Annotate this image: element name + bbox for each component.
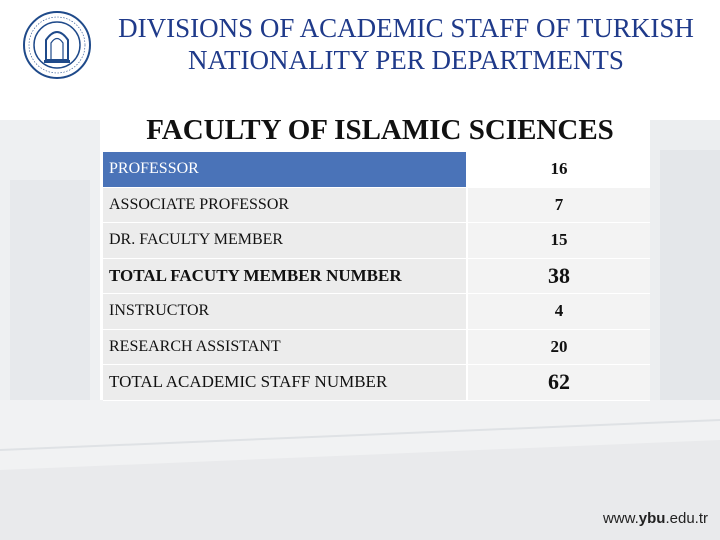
- page-title-line1: DIVISIONS OF ACADEMIC STAFF OF TURKISH: [118, 13, 694, 43]
- table-row: [103, 294, 650, 330]
- table-row: [103, 152, 650, 187]
- faculty-title: FACULTY OF ISLAMIC SCIENCES: [146, 114, 614, 146]
- row-value: 38: [467, 258, 650, 294]
- page-title: [92, 12, 720, 76]
- row-label: TOTAL FACUTY MEMBER NUMBER: [103, 258, 467, 294]
- page-title-line2: NATIONALITY PER DEPARTMENTS: [188, 45, 624, 75]
- row-value: 7: [467, 187, 650, 223]
- row-value: 20: [467, 329, 650, 365]
- row-value: 62: [467, 365, 650, 401]
- url-brand: ybu: [638, 510, 666, 527]
- row-label: INSTRUCTOR: [103, 294, 467, 330]
- url-prefix: www.: [602, 510, 639, 527]
- table-row: [103, 329, 650, 365]
- row-value: 15: [467, 223, 650, 259]
- staff-table: [103, 152, 650, 401]
- table-row: [103, 187, 650, 223]
- website-url: [603, 510, 708, 527]
- row-label: TOTAL ACADEMIC STAFF NUMBER: [103, 365, 467, 401]
- row-value: 16: [467, 152, 650, 187]
- table-row: [103, 223, 650, 259]
- row-label: DR. FACULTY MEMBER: [103, 223, 467, 259]
- row-label: RESEARCH ASSISTANT: [103, 329, 467, 365]
- row-label: ASSOCIATE PROFESSOR: [103, 187, 467, 223]
- row-value: 4: [467, 294, 650, 330]
- url-suffix: .edu.tr: [665, 510, 708, 527]
- university-logo: [22, 10, 92, 80]
- table-row: [103, 365, 650, 401]
- table-row: [103, 258, 650, 294]
- staff-table-body: [103, 152, 650, 400]
- row-label: PROFESSOR: [103, 152, 467, 187]
